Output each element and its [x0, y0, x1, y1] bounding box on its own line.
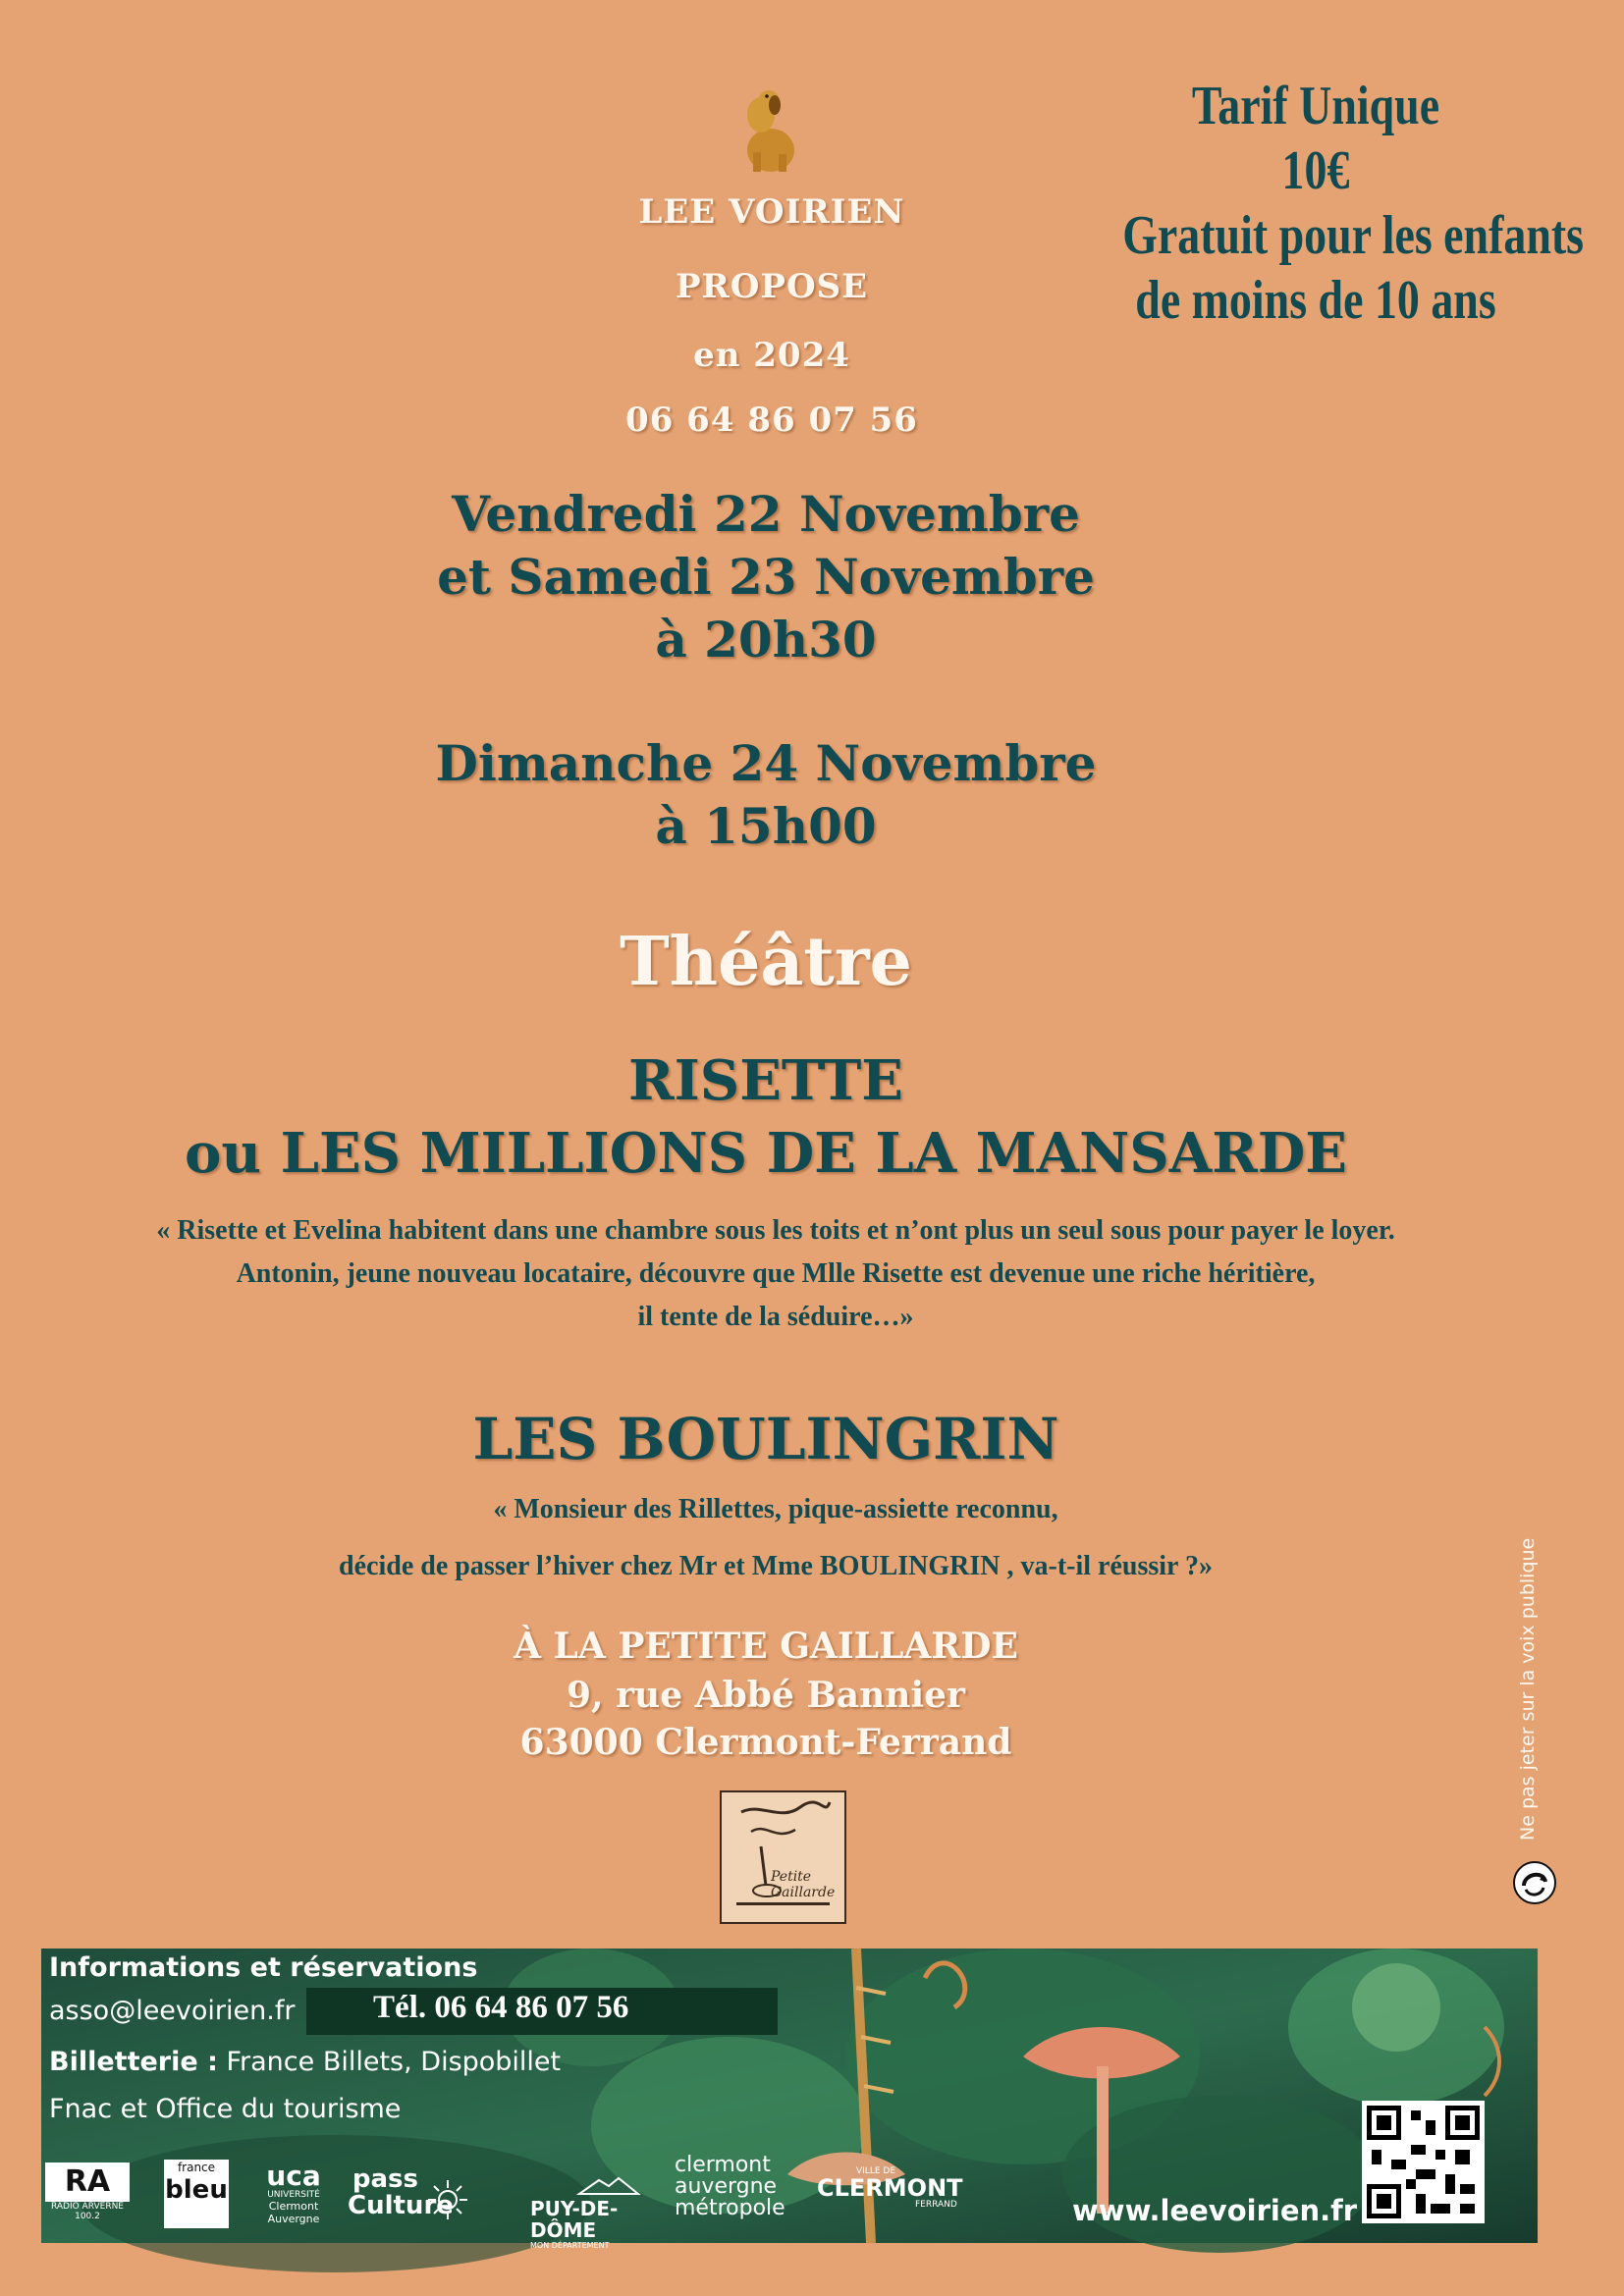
radio-arverne-freq: 100.2: [75, 2212, 100, 2221]
uca-logo: [259, 2160, 328, 2225]
pricing-block: [1122, 74, 1585, 333]
venue-logo-text: Petite Gaillarde: [771, 1869, 836, 1900]
france-bleu-word: bleu: [165, 2175, 228, 2205]
date1-line2: et Samedi 23 Novembre: [437, 548, 1095, 606]
play1-synopsis-line3: il tente de la séduire…»: [637, 1302, 914, 1332]
metro-line3: métropole: [675, 2196, 785, 2220]
ticketing-line1: [49, 2047, 561, 2077]
venue-name: À LA PETITE GAILLARDE: [514, 1626, 1018, 1667]
date1-line1: Vendredi 22 Novembre: [452, 485, 1080, 543]
uca-sub3: Auvergne: [267, 2213, 320, 2225]
ticketing-line2: Fnac et Office du tourisme: [49, 2094, 402, 2124]
radio-arverne-mark: RA: [45, 2163, 130, 2202]
play1-synopsis-line2: Antonin, jeune nouveau locataire, découvre que Mlle Risette est devenue une riche héritière,: [236, 1258, 1316, 1289]
date1-time: à 20h30: [655, 611, 877, 668]
pass-culture-logo: [348, 2166, 456, 2219]
ville-ferrand: FERRAND: [915, 2200, 957, 2210]
radio-arverne-logo: [45, 2163, 130, 2225]
play2-title: LES BOULINGRIN: [472, 1406, 1059, 1472]
organizer-year: en 2024: [693, 336, 850, 375]
pricing-free-line1: Gratuit pour les enfants: [1122, 205, 1585, 266]
info-banner: [41, 1949, 1538, 2250]
uca-mark: uca: [266, 2160, 321, 2192]
uca-sub2: Clermont: [268, 2200, 319, 2213]
pricing-title: Tarif Unique: [1191, 76, 1440, 136]
sun-icon: [426, 2178, 469, 2221]
info-title: Informations et réservations: [49, 1952, 478, 1983]
organizer-phone: 06 64 86 07 56: [625, 400, 918, 440]
clermont-metropole-logo: [675, 2155, 792, 2219]
play1-title-line2: ou LES MILLIONS DE LA MANSARDE: [185, 1121, 1347, 1186]
venue-city: 63000 Clermont-Ferrand: [519, 1722, 1012, 1763]
contact-email[interactable]: asso@leevoirien.fr: [49, 1996, 296, 2026]
side-notice: [1517, 1487, 1546, 1841]
venue-street: 9, rue Abbé Bannier: [566, 1675, 966, 1716]
pricing-free-line2: de moins de 10 ans: [1135, 270, 1496, 331]
organizer-name: LEE VOIRIEN: [638, 192, 905, 232]
puy-de-dome-logo: [530, 2176, 677, 2250]
dog-logo-icon: [731, 83, 805, 177]
metro-line1: clermont: [675, 2153, 771, 2177]
pass-word: pass: [352, 2164, 418, 2194]
play1-synopsis-line1: « Risette et Evelina habitent dans une chambre sous les toits et n’ont plus un seul sous pour payer le loyer.: [156, 1215, 1395, 1246]
contact-phone[interactable]: Tél. 06 64 86 07 56: [373, 1990, 629, 2025]
mountain-icon: [579, 2176, 638, 2194]
organizer-proposes: PROPOSE: [675, 267, 869, 306]
metro-line2: auvergne: [675, 2174, 778, 2199]
venue-logo-drawing-icon: [722, 1792, 844, 1922]
ticketing-value: France Billets, Dispobillet: [217, 2047, 562, 2077]
ville-clermont: CLERMONT: [817, 2174, 963, 2202]
qr-code-icon[interactable]: [1362, 2101, 1485, 2223]
play1-title-line1: RISETTE: [628, 1048, 903, 1113]
ville-de: VILLE DE: [856, 2166, 896, 2176]
pricing-amount: 10€: [1281, 140, 1350, 201]
play2-synopsis-line1: « Monsieur des Rillettes, pique-assiette reconnu,: [493, 1494, 1058, 1524]
venue-logo: [720, 1790, 846, 1924]
puy-de-dome-sub: MON DÉPARTEMENT: [530, 2241, 610, 2250]
puy-de-dome-name: PUY-DE-DÔME: [530, 2197, 619, 2242]
ville-clermont-logo: [817, 2166, 984, 2210]
ticketing-label: Billetterie :: [49, 2047, 218, 2077]
uca-sub1: UNIVERSITÉ: [267, 2190, 320, 2200]
france-bleu-top: france: [177, 2161, 216, 2174]
recycle-icon: [1512, 1860, 1557, 1905]
website-link[interactable]: www.leevoirien.fr: [1072, 2194, 1358, 2227]
side-notice-text: Ne pas jeter sur la voix publique: [1517, 1537, 1539, 1841]
france-bleu-logo: [164, 2160, 229, 2228]
genre-heading: Théâtre: [620, 923, 912, 1001]
radio-arverne-name: RADIO ARVERNE: [50, 2202, 124, 2212]
play2-synopsis-line2: décide de passer l’hiver chez Mr et Mme BOULINGRIN , va-t-il réussir ?»: [339, 1551, 1213, 1581]
date2-line1: Dimanche 24 Novembre: [435, 734, 1097, 792]
date2-time: à 15h00: [655, 797, 877, 855]
culture-word: Culture: [348, 2191, 454, 2220]
